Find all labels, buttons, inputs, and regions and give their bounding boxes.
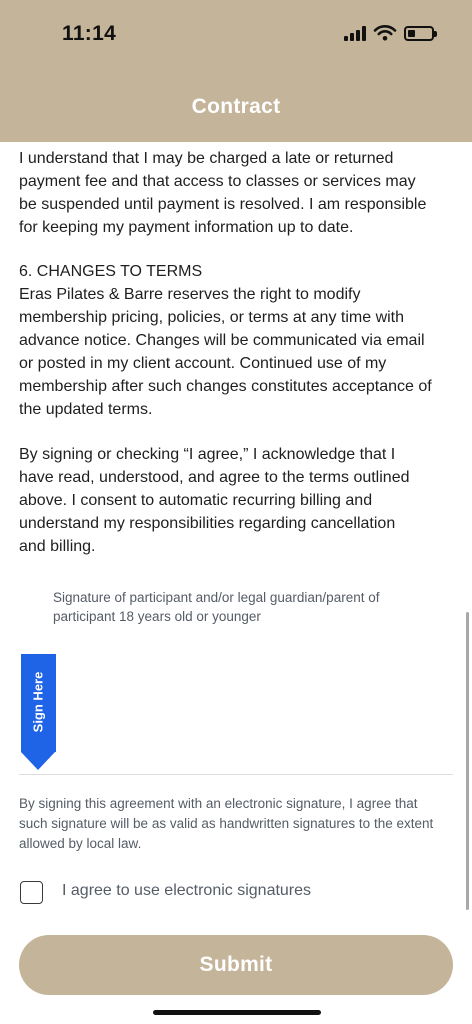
app-header [0,0,472,142]
sign-here-tab[interactable] [21,654,56,770]
agreement-paragraph: By signing or checking “I agree,” I acknowledge that I have read, understood, and agree to the terms outlined above. I consent to automatic recurring billing and understand my responsibilities regarding cancellation and billing. [19,446,410,555]
status-time: 11:14 [62,22,117,45]
battery-low-icon [404,26,434,41]
page-title: Contract [191,95,281,118]
scrollbar[interactable] [466,612,469,910]
esign-consent-checkbox[interactable] [20,881,43,904]
payment-paragraph: I understand that I may be charged a late or returned payment fee and that access to classes or services may be suspended until payment is resolved. I am responsible for keeping my payment information up to date. [19,150,427,236]
wifi-icon [374,25,396,41]
section-6-heading: 6. CHANGES TO TERMS [19,263,203,280]
esign-disclaimer: By signing this agreement with an electronic signature, I agree that such signature will be as valid as handwritten signatures to the extent allowed by local law. [19,796,434,851]
submit-button[interactable]: Submit [19,935,453,995]
section-6-body: Eras Pilates & Barre reserves the right to modify membership pricing, policies, or terms at any time with advance notice. Changes will be communicated via email or posted in my client account. Continued use of my membership after such changes constitutes acceptance of the updated terms. [19,286,432,418]
cellular-signal-icon [344,25,366,41]
signature-caption: Signature of participant and/or legal guardian/parent of participant 18 years old or younger [53,590,380,624]
signature-line[interactable] [19,774,453,775]
status-icons [344,25,434,41]
sign-here-label: Sign Here [30,671,46,733]
esign-consent-label[interactable]: I agree to use electronic signatures [62,882,312,899]
home-indicator[interactable] [153,1010,321,1015]
contract-scroll-area[interactable] [0,142,472,932]
